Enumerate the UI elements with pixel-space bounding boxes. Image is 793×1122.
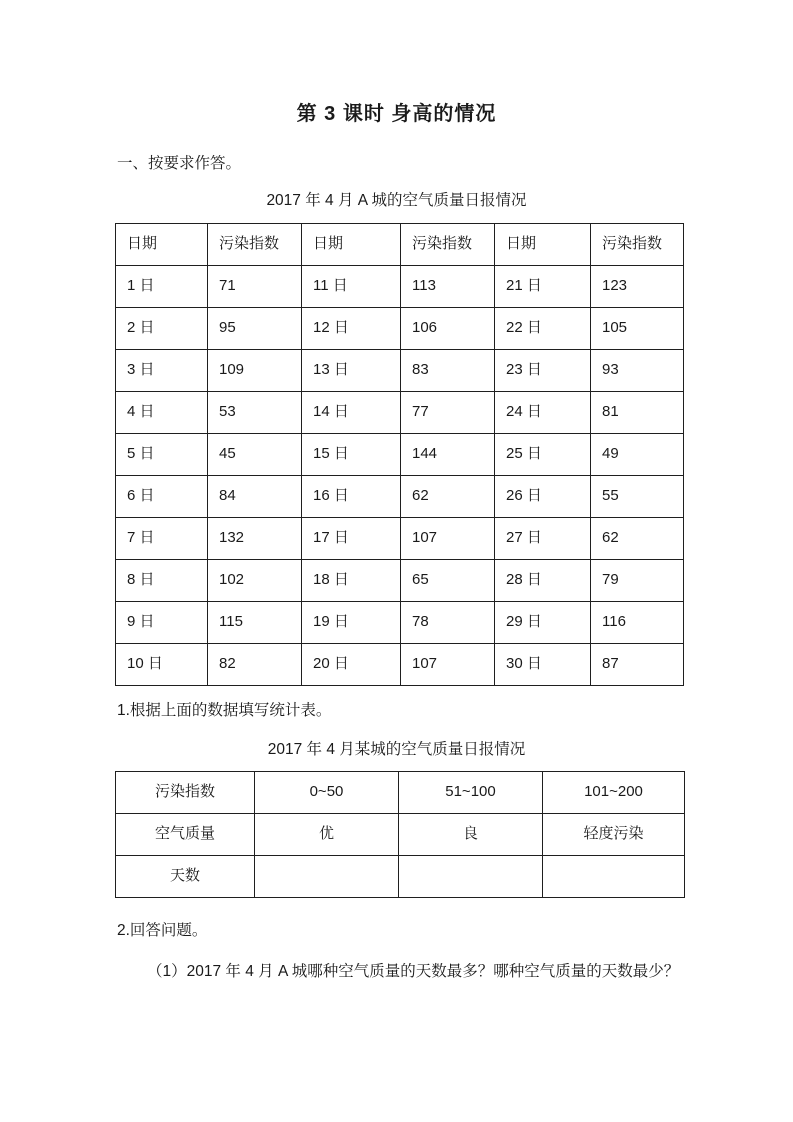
aqi-summary-table [115,771,685,898]
table-row [116,517,684,559]
table-cell: 5 日 [116,433,208,475]
table-cell: 116 [591,601,684,643]
table-cell: 16 日 [302,475,401,517]
table-cell: 15 日 [302,433,401,475]
table-cell: 62 [591,517,684,559]
table-cell: 30 日 [495,643,591,685]
table-cell: 29 日 [495,601,591,643]
table-cell: 23 日 [495,349,591,391]
table-row [116,391,684,433]
table-cell: 22 日 [495,307,591,349]
table-cell: 25 日 [495,433,591,475]
table-cell: 污染指数 [116,771,255,813]
table-cell: 106 [401,307,495,349]
table-cell: 144 [401,433,495,475]
task-1-text: 1.根据上面的数据填写统计表。 [117,701,332,719]
table-cell: 79 [591,559,684,601]
table-row [116,307,684,349]
table-cell: 18 日 [302,559,401,601]
table-row [116,349,684,391]
table-cell: 7 日 [116,517,208,559]
table-row [116,433,684,475]
question-1-text: （1）2017 年 4 月 A 城哪种空气质量的天数最多？哪种空气质量的天数最少？ [147,962,680,980]
table-cell: 132 [208,517,302,559]
table-cell: 24 日 [495,391,591,433]
daily-aqi-table-body [116,223,684,685]
table-cell: 55 [591,475,684,517]
table-row [116,855,685,897]
table-cell: 10 日 [116,643,208,685]
table-cell: 13 日 [302,349,401,391]
table-row [116,643,684,685]
table-cell: 49 [591,433,684,475]
table-cell: 65 [401,559,495,601]
table-cell: 26 日 [495,475,591,517]
table-cell: 14 日 [302,391,401,433]
page-title: 第 3 课时 身高的情况 [296,103,497,125]
table-cell [543,855,685,897]
table-cell: 污染指数 [401,223,495,265]
table-cell: 83 [401,349,495,391]
table-cell: 2 日 [116,307,208,349]
table-cell: 101~200 [543,771,685,813]
table-cell: 87 [591,643,684,685]
table-cell: 53 [208,391,302,433]
summary-table-caption: 2017 年 4 月某城的空气质量日报情况 [267,740,526,758]
table-cell: 21 日 [495,265,591,307]
table-cell: 日期 [495,223,591,265]
table-cell: 95 [208,307,302,349]
table-cell: 105 [591,307,684,349]
table-cell: 17 日 [302,517,401,559]
table-cell: 12 日 [302,307,401,349]
table-cell: 日期 [116,223,208,265]
table-cell [255,855,399,897]
table-cell: 良 [399,813,543,855]
table-cell: 0~50 [255,771,399,813]
table-cell: 19 日 [302,601,401,643]
table-cell: 82 [208,643,302,685]
section-heading: 一、按要求作答。 [117,155,242,172]
table-cell: 优 [255,813,399,855]
table-cell: 3 日 [116,349,208,391]
table-cell: 71 [208,265,302,307]
aqi-table-caption: 2017 年 4 月 A 城的空气质量日报情况 [266,191,527,209]
table-cell: 8 日 [116,559,208,601]
table-row [116,813,685,855]
table-cell: 102 [208,559,302,601]
table-cell: 81 [591,391,684,433]
table-row [116,559,684,601]
table-cell: 107 [401,643,495,685]
table-row [116,223,684,265]
table-cell: 轻度污染 [543,813,685,855]
task-2-text: 2.回答问题。 [117,921,208,939]
table-row [116,475,684,517]
table-cell: 109 [208,349,302,391]
table-cell: 113 [401,265,495,307]
table-cell: 107 [401,517,495,559]
table-cell: 84 [208,475,302,517]
table-cell: 6 日 [116,475,208,517]
table-cell: 污染指数 [591,223,684,265]
table-cell: 9 日 [116,601,208,643]
aqi-summary-table-body [116,771,685,897]
table-cell: 62 [401,475,495,517]
table-cell: 78 [401,601,495,643]
table-cell: 123 [591,265,684,307]
table-cell: 115 [208,601,302,643]
daily-aqi-table [115,223,684,686]
table-cell: 28 日 [495,559,591,601]
table-cell: 93 [591,349,684,391]
table-cell: 45 [208,433,302,475]
table-cell: 日期 [302,223,401,265]
table-row [116,601,684,643]
table-cell: 20 日 [302,643,401,685]
table-cell: 77 [401,391,495,433]
table-cell: 11 日 [302,265,401,307]
table-cell: 污染指数 [208,223,302,265]
table-cell: 1 日 [116,265,208,307]
table-cell: 天数 [116,855,255,897]
table-cell: 51~100 [399,771,543,813]
table-cell: 27 日 [495,517,591,559]
table-row [116,265,684,307]
table-cell: 空气质量 [116,813,255,855]
table-row [116,771,685,813]
table-cell [399,855,543,897]
table-cell: 4 日 [116,391,208,433]
